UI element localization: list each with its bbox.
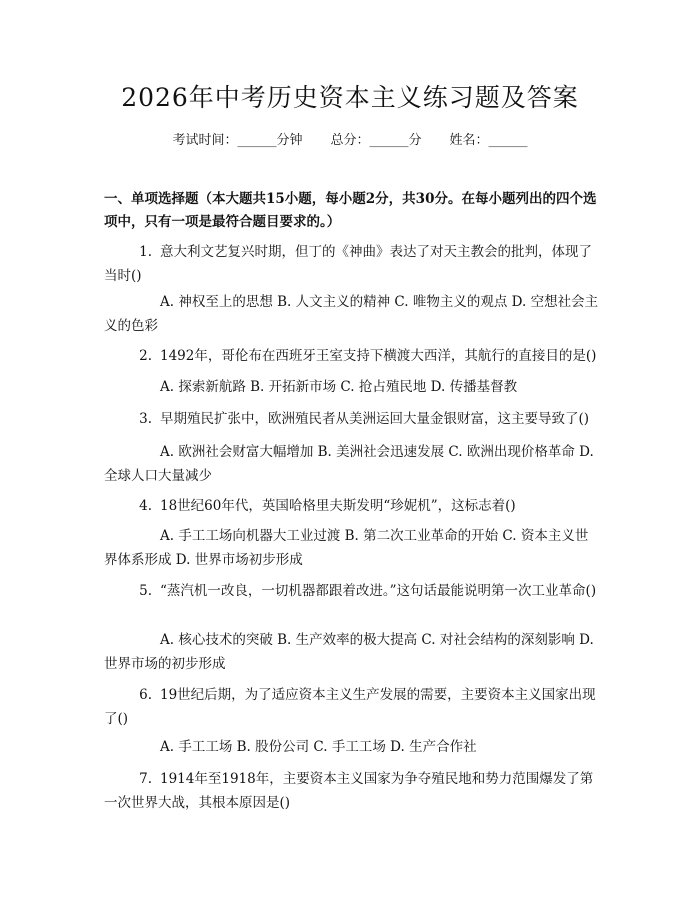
question-stem — [104, 767, 600, 815]
question-number: 4. — [139, 498, 152, 514]
question-stem — [104, 494, 600, 518]
question-number: 5. — [139, 583, 152, 599]
question-options: A. 欧洲社会财富大幅增加 B. 美洲社会迅速发展 C. 欧洲出现价格革命 D. 全球人口大量减少 — [104, 444, 594, 484]
question-options: A. 神权至上的思想 B. 人文主义的精神 C. 唯物主义的观点 D. 空想社会主义的色彩 — [104, 294, 599, 334]
question-stem — [104, 683, 600, 731]
exam-info-line — [0, 131, 700, 151]
total-score-field: 总分：______分 — [330, 133, 422, 148]
question-text: 1492年，哥伦布在西班牙王室支持下横渡大西洋，其航行的直接目的是() — [160, 348, 597, 364]
document-title: 2026年中考历史资本主义练习题及答案 — [121, 83, 579, 112]
question-text: “蒸汽机一改良，一切机器都跟着改进。”这句话最能说明第一次工业革命() — [160, 583, 597, 599]
question-stem — [104, 407, 600, 431]
question-stem — [104, 344, 600, 368]
question-options: A. 手工工场向机器大工业过渡 B. 第二次工业革命的开始 C. 资本主义世界体系形成 D. 世界市场初步形成 — [104, 528, 589, 568]
question-stem — [104, 240, 600, 288]
question-number: 3. — [139, 411, 152, 427]
question-options: A. 核心技术的突破 B. 生产效率的极大提高 C. 对社会结构的深刻影响 D. 世界市场的初步形成 — [104, 632, 594, 672]
question-text: 19世纪后期，为了适应资本主义生产发展的需要，主要资本主义国家出现了() — [104, 687, 596, 727]
question-number: 6. — [139, 687, 152, 703]
question-stem — [104, 579, 600, 603]
question-text: 意大利文艺复兴时期，但丁的《神曲》表达了对天主教会的批判，体现了当时() — [104, 244, 592, 284]
section-heading: 一、单项选择题（本大题共15小题，每小题2分，共30分。在每小题列出的四个选项中，只有一项是最符合题目要求的。） — [104, 191, 597, 230]
exam-time-field: 考试时间：______分钟 — [172, 133, 303, 148]
question-options: A. 探索新航路 B. 开拓新市场 C. 抢占殖民地 D. 传播基督教 — [160, 379, 518, 395]
question-text: 1914年至1918年，主要资本主义国家为争夺殖民地和势力范围爆发了第一次世界大战，其根本原因是() — [104, 771, 594, 811]
student-name-field: 姓名：______ — [449, 133, 528, 148]
question-number: 1. — [139, 244, 152, 260]
question-text: 早期殖民扩张中，欧洲殖民者从美洲运回大量金银财富，这主要导致了() — [160, 411, 590, 427]
question-text: 18世纪60年代，英国哈格里夫斯发明“珍妮机”，这标志着() — [160, 498, 516, 514]
question-number: 2. — [139, 348, 152, 364]
question-number: 7. — [139, 771, 152, 787]
question-options: A. 手工工场 B. 股份公司 C. 手工工场 D. 生产合作社 — [160, 739, 477, 755]
